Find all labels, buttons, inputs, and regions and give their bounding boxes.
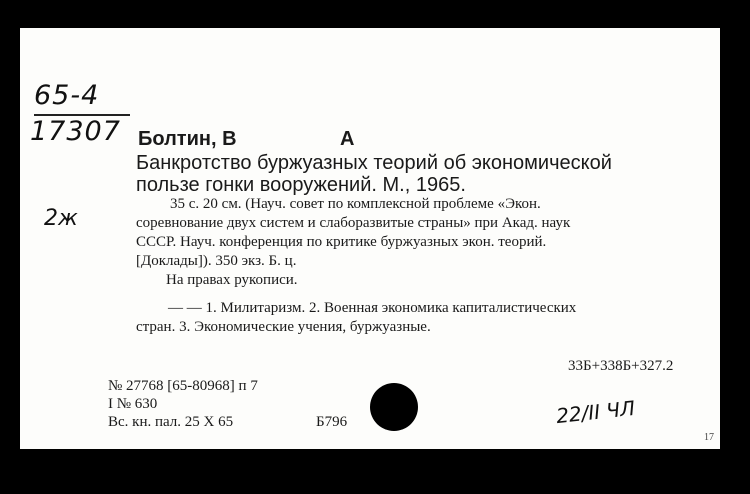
author-initial: А (340, 128, 355, 150)
accession-line-3: Вс. кн. пал. 25 X 65 (108, 414, 234, 430)
call-number-top: 65-4 (34, 80, 100, 111)
subjects-line-2: стран. 3. Экономические учения, буржуазные. (136, 319, 431, 335)
handwritten-signature: 22/II ЧЛ (554, 395, 637, 429)
catalog-card (20, 28, 720, 449)
card-code: Б796 (316, 414, 348, 430)
punch-hole (370, 383, 418, 431)
description-line-5: На правах рукописи. (166, 272, 298, 288)
description-line-3: СССР. Науч. конференция по критике буржуазных экон. теорий. (136, 234, 547, 250)
description-line-4: [Доклады]). 350 экз. Б. ц. (136, 253, 297, 269)
handwritten-mark: 2ж (44, 206, 78, 231)
edge-mark: 17 (704, 432, 714, 443)
accession-line-1: № 27768 [65-80968] п 7 (108, 378, 258, 394)
author-name: Болтин, В (138, 128, 237, 150)
title-line-1: Банкротство буржуазных теорий об экономической (136, 152, 612, 174)
accession-line-2: I № 630 (108, 396, 158, 412)
subjects-line-1: — — 1. Милитаризм. 2. Военная экономика капиталистических (168, 300, 577, 316)
description-line-1: 35 с. 20 см. (Науч. совет по комплексной проблеме «Экон. (170, 196, 541, 212)
classification-code: 33Б+338Б+327.2 (568, 358, 674, 374)
description-line-2: соревнование двух систем и слаборазвитые страны» при Акад. наук (136, 215, 571, 231)
title-line-2: пользе гонки вооружений. М., 1965. (136, 174, 466, 196)
call-number-bottom: 17307 (30, 116, 121, 147)
